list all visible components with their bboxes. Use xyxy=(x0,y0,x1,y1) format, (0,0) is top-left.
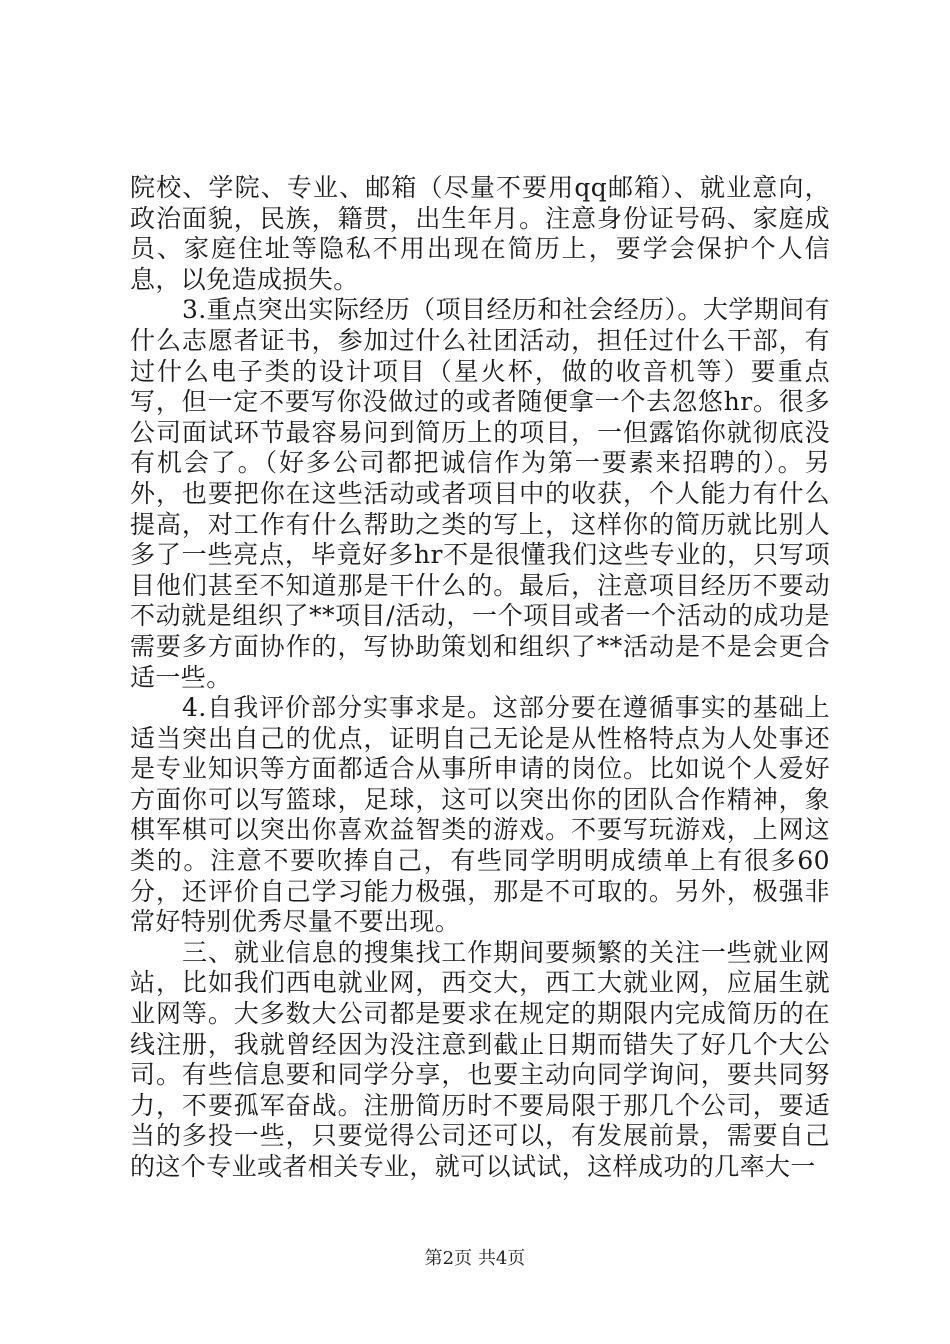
paragraph-job-info: 三、就业信息的搜集找工作期间要频繁的关注一些就业网站，比如我们西电就业网，西交大，西工大就业网，应届生就业网等。大多数大公司都是要求在规定的期限内完成简历的在线注册，我就曾经因为没注意到截止日期而错失了好几个大公司。有些信息要和同学分享，也要主动向同学询问，要共同努力，不要孤军奋战。注册简历时不要局限于那几个公司，要适当的多投一些，只要觉得公司还可以，有发展前景，需要自己的这个专业或者相关专业，就可以试试，这样成功的几率大一 xyxy=(130,937,830,1181)
paragraph-experience: 3.重点突出实际经历（项目经历和社会经历）。大学期间有什么志愿者证书，参加过什么社团活动，担任过什么干部，有过什么电子类的设计项目（星火杯，做的收音机等）要重点写，但一定不要写你没做过的或者随便拿一个去忽悠hr。很多公司面试环节最容易问到简历上的项目，一但露馅你就彻底没有机会了。（好多公司都把诚信作为第一要素来招聘的）。另外，也要把你在这些活动或者项目中的收获，个人能力有什么提高，对工作有什么帮助之类的写上，这样你的简历就比别人多了一些亮点，毕竟好多hr不是很懂我们这些专业的，只写项目他们甚至不知道那是干什么的。最后，注意项目经历不要动不动就是组织了**项目/活动，一个项目或者一个活动的成功是需要多方面协作的，写协助策划和组织了**活动是不是会更合适一些。 xyxy=(130,295,830,692)
paragraph-self-evaluation: 4.自我评价部分实事求是。这部分要在遵循事实的基础上适当突出自己的优点，证明自己无论是从性格特点为人处事还是专业知识等方面都适合从事所申请的岗位。比如说个人爱好方面你可以写篮球，足球，这可以突出你的团队合作精神，象棋军棋可以突出你喜欢益智类的游戏。不要写玩游戏，上网这类的。注意不要吹捧自己，有些同学明明成绩单上有很多60分，还评价自己学习能力极强，那是不可取的。另外，极强非常好特别优秀尽量不要出现。 xyxy=(130,693,830,937)
document-body xyxy=(130,173,830,1183)
page-footer xyxy=(0,1244,950,1270)
paragraph-personal-info: 院校、学院、专业、邮箱（尽量不要用qq邮箱）、就业意向，政治面貌，民族，籍贯，出生年月。注意身份证号码、家庭成员、家庭住址等隐私不用出现在简历上，要学会保护个人信息，以免造成损失。 xyxy=(130,173,830,294)
page-number-label: 第2页 共4页 xyxy=(424,1248,526,1269)
